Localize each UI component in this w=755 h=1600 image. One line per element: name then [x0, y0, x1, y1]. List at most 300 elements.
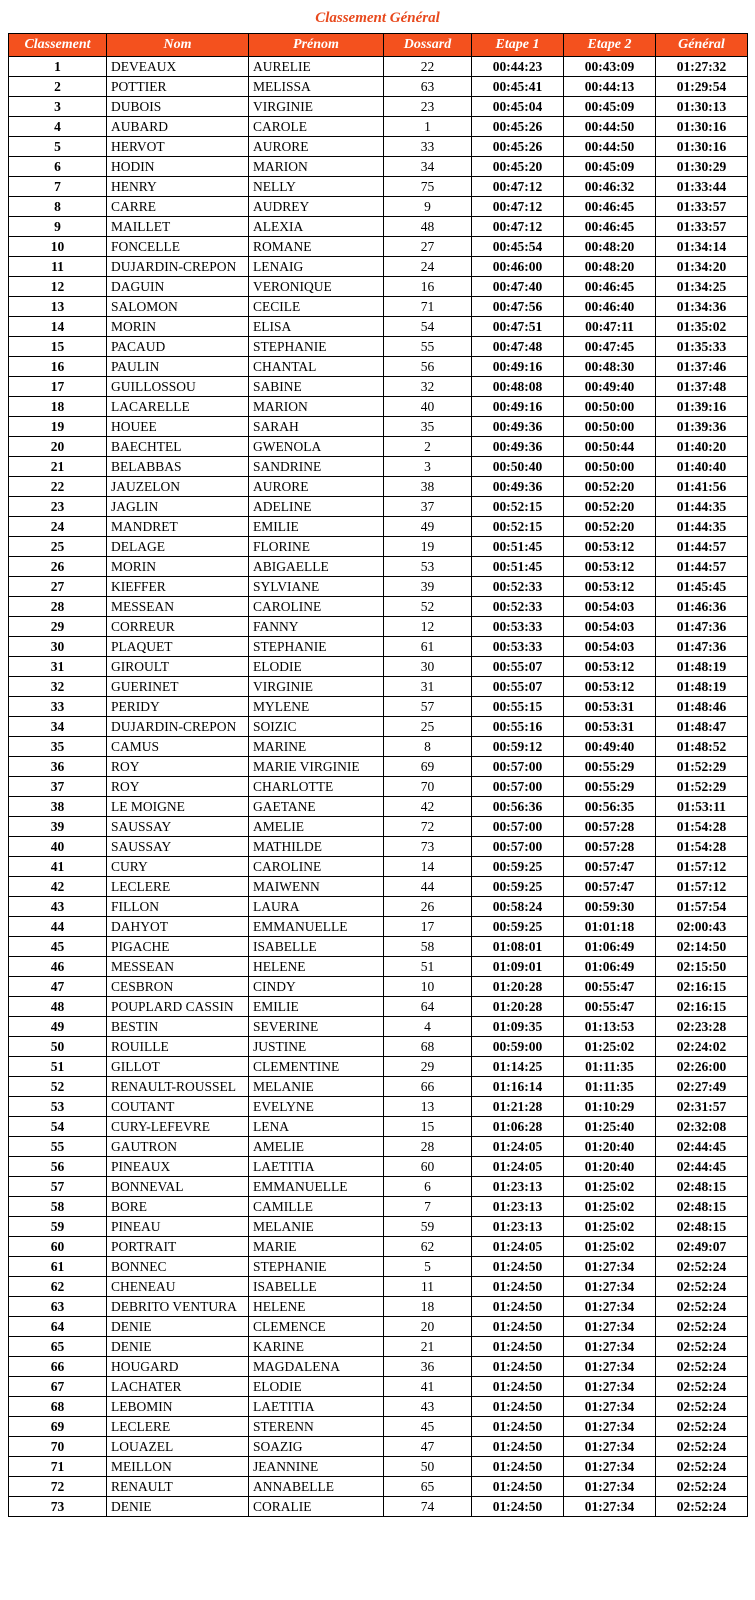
table-row — [9, 897, 748, 917]
table-row — [9, 1077, 748, 1097]
cell-dossard: 21 — [384, 1337, 472, 1357]
cell-nom: GIROULT — [107, 657, 249, 677]
cell-prenom: AUDREY — [249, 197, 384, 217]
cell-prenom: EVELYNE — [249, 1097, 384, 1117]
cell-general: 01:47:36 — [656, 617, 748, 637]
cell-prenom: SARAH — [249, 417, 384, 437]
cell-etape1: 00:47:51 — [472, 317, 564, 337]
cell-etape1: 00:46:00 — [472, 257, 564, 277]
cell-general: 01:34:14 — [656, 237, 748, 257]
cell-dossard: 49 — [384, 517, 472, 537]
cell-dossard: 74 — [384, 1497, 472, 1517]
cell-etape2: 01:25:40 — [564, 1117, 656, 1137]
cell-classement: 61 — [9, 1257, 107, 1277]
cell-classement: 22 — [9, 477, 107, 497]
cell-dossard: 7 — [384, 1197, 472, 1217]
cell-general: 02:14:50 — [656, 937, 748, 957]
cell-etape1: 00:51:45 — [472, 557, 564, 577]
table-row — [9, 257, 748, 277]
page-title: Classement Général — [315, 10, 440, 26]
cell-prenom: CAROLINE — [249, 857, 384, 877]
cell-nom: GUERINET — [107, 677, 249, 697]
cell-etape2: 00:49:40 — [564, 377, 656, 397]
table-row — [9, 377, 748, 397]
cell-etape1: 00:52:33 — [472, 577, 564, 597]
cell-etape1: 01:24:50 — [472, 1257, 564, 1277]
cell-prenom: AURORE — [249, 137, 384, 157]
cell-prenom: MARION — [249, 157, 384, 177]
cell-nom: LEBOMIN — [107, 1397, 249, 1417]
cell-prenom: MARIE VIRGINIE — [249, 757, 384, 777]
cell-general: 01:40:40 — [656, 457, 748, 477]
cell-dossard: 41 — [384, 1377, 472, 1397]
cell-nom: ROY — [107, 757, 249, 777]
cell-classement: 10 — [9, 237, 107, 257]
cell-prenom: SABINE — [249, 377, 384, 397]
cell-etape1: 01:24:50 — [472, 1297, 564, 1317]
cell-dossard: 8 — [384, 737, 472, 757]
cell-prenom: LAURA — [249, 897, 384, 917]
cell-dossard: 63 — [384, 77, 472, 97]
cell-dossard: 30 — [384, 657, 472, 677]
cell-prenom: ABIGAELLE — [249, 557, 384, 577]
cell-etape2: 00:53:12 — [564, 657, 656, 677]
cell-nom: PAULIN — [107, 357, 249, 377]
cell-etape2: 00:57:47 — [564, 877, 656, 897]
cell-etape2: 01:13:53 — [564, 1017, 656, 1037]
cell-general: 01:48:19 — [656, 677, 748, 697]
cell-general: 01:57:12 — [656, 857, 748, 877]
cell-general: 02:52:24 — [656, 1477, 748, 1497]
cell-classement: 69 — [9, 1417, 107, 1437]
cell-prenom: CINDY — [249, 977, 384, 997]
cell-classement: 1 — [9, 57, 107, 77]
cell-nom: CURY-LEFEVRE — [107, 1117, 249, 1137]
cell-prenom: FLORINE — [249, 537, 384, 557]
cell-general: 02:52:24 — [656, 1377, 748, 1397]
cell-dossard: 16 — [384, 277, 472, 297]
cell-classement: 21 — [9, 457, 107, 477]
cell-classement: 13 — [9, 297, 107, 317]
cell-classement: 5 — [9, 137, 107, 157]
cell-general: 02:26:00 — [656, 1057, 748, 1077]
cell-nom: DAGUIN — [107, 277, 249, 297]
cell-dossard: 60 — [384, 1157, 472, 1177]
cell-dossard: 72 — [384, 817, 472, 837]
cell-etape1: 00:59:25 — [472, 857, 564, 877]
cell-prenom: EMILIE — [249, 997, 384, 1017]
cell-classement: 30 — [9, 637, 107, 657]
table-row — [9, 1297, 748, 1317]
cell-etape2: 01:11:35 — [564, 1057, 656, 1077]
table-row — [9, 877, 748, 897]
cell-prenom: ADELINE — [249, 497, 384, 517]
cell-etape1: 01:24:50 — [472, 1457, 564, 1477]
cell-classement: 19 — [9, 417, 107, 437]
cell-nom: RENAULT-ROUSSEL — [107, 1077, 249, 1097]
cell-general: 01:44:57 — [656, 557, 748, 577]
table-row — [9, 57, 748, 77]
cell-etape1: 00:52:15 — [472, 497, 564, 517]
cell-nom: BORE — [107, 1197, 249, 1217]
cell-nom: DENIE — [107, 1337, 249, 1357]
cell-etape2: 00:45:09 — [564, 157, 656, 177]
cell-etape1: 01:09:01 — [472, 957, 564, 977]
table-row — [9, 317, 748, 337]
cell-etape1: 01:24:50 — [472, 1417, 564, 1437]
cell-etape1: 00:47:56 — [472, 297, 564, 317]
cell-classement: 28 — [9, 597, 107, 617]
cell-nom: DEBRITO VENTURA — [107, 1297, 249, 1317]
cell-nom: MEILLON — [107, 1457, 249, 1477]
cell-etape1: 00:56:36 — [472, 797, 564, 817]
cell-classement: 63 — [9, 1297, 107, 1317]
cell-dossard: 29 — [384, 1057, 472, 1077]
cell-dossard: 1 — [384, 117, 472, 137]
cell-prenom: NELLY — [249, 177, 384, 197]
cell-classement: 68 — [9, 1397, 107, 1417]
cell-prenom: ISABELLE — [249, 1277, 384, 1297]
column-header-dossard: Dossard — [384, 34, 472, 57]
table-row — [9, 637, 748, 657]
cell-general: 01:39:16 — [656, 397, 748, 417]
cell-etape2: 00:44:50 — [564, 137, 656, 157]
table-row — [9, 177, 748, 197]
cell-dossard: 42 — [384, 797, 472, 817]
cell-classement: 53 — [9, 1097, 107, 1117]
table-row — [9, 537, 748, 557]
cell-classement: 12 — [9, 277, 107, 297]
cell-classement: 73 — [9, 1497, 107, 1517]
cell-nom: GAUTRON — [107, 1137, 249, 1157]
cell-general: 02:52:24 — [656, 1437, 748, 1457]
cell-dossard: 39 — [384, 577, 472, 597]
cell-dossard: 70 — [384, 777, 472, 797]
cell-etape2: 01:27:34 — [564, 1297, 656, 1317]
cell-classement: 39 — [9, 817, 107, 837]
cell-etape1: 01:24:05 — [472, 1157, 564, 1177]
cell-general: 02:52:24 — [656, 1277, 748, 1297]
cell-nom: GUILLOSSOU — [107, 377, 249, 397]
cell-nom: RENAULT — [107, 1477, 249, 1497]
cell-dossard: 13 — [384, 1097, 472, 1117]
cell-prenom: CECILE — [249, 297, 384, 317]
table-row — [9, 557, 748, 577]
cell-prenom: CLEMENTINE — [249, 1057, 384, 1077]
table-row — [9, 1257, 748, 1277]
cell-dossard: 18 — [384, 1297, 472, 1317]
table-row — [9, 477, 748, 497]
cell-general: 01:48:52 — [656, 737, 748, 757]
cell-classement: 64 — [9, 1317, 107, 1337]
column-header-general: Général — [656, 34, 748, 57]
cell-classement: 6 — [9, 157, 107, 177]
cell-dossard: 15 — [384, 1117, 472, 1137]
cell-general: 01:27:32 — [656, 57, 748, 77]
cell-etape2: 00:59:30 — [564, 897, 656, 917]
table-row — [9, 117, 748, 137]
cell-general: 02:44:45 — [656, 1157, 748, 1177]
cell-general: 01:46:36 — [656, 597, 748, 617]
cell-prenom: MAIWENN — [249, 877, 384, 897]
cell-nom: LE MOIGNE — [107, 797, 249, 817]
results-table — [8, 33, 748, 1517]
table-row — [9, 1317, 748, 1337]
cell-classement: 3 — [9, 97, 107, 117]
cell-etape1: 00:49:16 — [472, 357, 564, 377]
cell-etape1: 00:57:00 — [472, 777, 564, 797]
cell-etape1: 00:47:40 — [472, 277, 564, 297]
cell-etape2: 00:56:35 — [564, 797, 656, 817]
cell-classement: 38 — [9, 797, 107, 817]
cell-etape2: 01:27:34 — [564, 1257, 656, 1277]
cell-nom: HOUEE — [107, 417, 249, 437]
cell-prenom: SYLVIANE — [249, 577, 384, 597]
cell-etape1: 01:23:13 — [472, 1217, 564, 1237]
cell-general: 01:33:57 — [656, 217, 748, 237]
cell-nom: BELABBAS — [107, 457, 249, 477]
cell-general: 01:35:33 — [656, 337, 748, 357]
table-row — [9, 1337, 748, 1357]
cell-prenom: MARION — [249, 397, 384, 417]
cell-nom: LACARELLE — [107, 397, 249, 417]
cell-general: 02:16:15 — [656, 977, 748, 997]
cell-etape1: 01:24:50 — [472, 1317, 564, 1337]
cell-general: 02:27:49 — [656, 1077, 748, 1097]
cell-general: 01:34:20 — [656, 257, 748, 277]
cell-classement: 41 — [9, 857, 107, 877]
cell-classement: 18 — [9, 397, 107, 417]
cell-classement: 45 — [9, 937, 107, 957]
table-row — [9, 737, 748, 757]
cell-general: 02:52:24 — [656, 1357, 748, 1377]
cell-etape2: 00:50:00 — [564, 397, 656, 417]
cell-classement: 36 — [9, 757, 107, 777]
table-row — [9, 1117, 748, 1137]
cell-nom: ROY — [107, 777, 249, 797]
cell-general: 02:48:15 — [656, 1217, 748, 1237]
cell-general: 01:41:56 — [656, 477, 748, 497]
cell-etape2: 01:10:29 — [564, 1097, 656, 1117]
cell-general: 01:33:44 — [656, 177, 748, 197]
table-row — [9, 497, 748, 517]
cell-etape2: 00:43:09 — [564, 57, 656, 77]
cell-etape2: 00:46:32 — [564, 177, 656, 197]
cell-classement: 2 — [9, 77, 107, 97]
cell-dossard: 25 — [384, 717, 472, 737]
cell-dossard: 40 — [384, 397, 472, 417]
table-row — [9, 797, 748, 817]
cell-general: 01:48:19 — [656, 657, 748, 677]
cell-nom: LECLERE — [107, 1417, 249, 1437]
cell-etape2: 00:54:03 — [564, 617, 656, 637]
cell-nom: PERIDY — [107, 697, 249, 717]
cell-dossard: 61 — [384, 637, 472, 657]
cell-dossard: 66 — [384, 1077, 472, 1097]
cell-classement: 16 — [9, 357, 107, 377]
cell-classement: 70 — [9, 1437, 107, 1457]
cell-prenom: MARINE — [249, 737, 384, 757]
cell-etape2: 01:27:34 — [564, 1317, 656, 1337]
cell-etape2: 00:50:44 — [564, 437, 656, 457]
cell-prenom: JUSTINE — [249, 1037, 384, 1057]
cell-etape1: 01:24:50 — [472, 1277, 564, 1297]
table-row — [9, 1377, 748, 1397]
cell-prenom: AURORE — [249, 477, 384, 497]
cell-etape2: 00:48:20 — [564, 237, 656, 257]
cell-dossard: 37 — [384, 497, 472, 517]
cell-prenom: ELODIE — [249, 1377, 384, 1397]
cell-general: 01:48:47 — [656, 717, 748, 737]
cell-dossard: 5 — [384, 1257, 472, 1277]
cell-nom: BONNEC — [107, 1257, 249, 1277]
cell-prenom: CLEMENCE — [249, 1317, 384, 1337]
table-row — [9, 157, 748, 177]
cell-general: 02:52:24 — [656, 1297, 748, 1317]
cell-nom: DUBOIS — [107, 97, 249, 117]
cell-nom: PORTRAIT — [107, 1237, 249, 1257]
cell-dossard: 44 — [384, 877, 472, 897]
cell-etape1: 00:59:25 — [472, 917, 564, 937]
cell-general: 01:54:28 — [656, 837, 748, 857]
cell-classement: 33 — [9, 697, 107, 717]
cell-general: 01:35:02 — [656, 317, 748, 337]
cell-prenom: HELENE — [249, 1297, 384, 1317]
cell-dossard: 2 — [384, 437, 472, 457]
cell-nom: DELAGE — [107, 537, 249, 557]
table-row — [9, 517, 748, 537]
cell-etape1: 00:45:04 — [472, 97, 564, 117]
cell-dossard: 11 — [384, 1277, 472, 1297]
cell-dossard: 6 — [384, 1177, 472, 1197]
cell-etape1: 00:45:54 — [472, 237, 564, 257]
cell-classement: 7 — [9, 177, 107, 197]
table-row — [9, 337, 748, 357]
cell-nom: GILLOT — [107, 1057, 249, 1077]
cell-general: 01:37:48 — [656, 377, 748, 397]
cell-general: 01:53:11 — [656, 797, 748, 817]
cell-etape1: 00:55:07 — [472, 657, 564, 677]
table-row — [9, 1097, 748, 1117]
cell-dossard: 9 — [384, 197, 472, 217]
cell-prenom: MATHILDE — [249, 837, 384, 857]
cell-etape1: 00:55:16 — [472, 717, 564, 737]
table-row — [9, 357, 748, 377]
cell-classement: 17 — [9, 377, 107, 397]
cell-etape2: 00:50:00 — [564, 417, 656, 437]
table-row — [9, 857, 748, 877]
cell-general: 02:23:28 — [656, 1017, 748, 1037]
cell-prenom: EMILIE — [249, 517, 384, 537]
cell-etape2: 01:27:34 — [564, 1457, 656, 1477]
table-row — [9, 937, 748, 957]
cell-etape2: 00:54:03 — [564, 637, 656, 657]
cell-classement: 35 — [9, 737, 107, 757]
cell-etape1: 00:47:12 — [472, 217, 564, 237]
cell-dossard: 53 — [384, 557, 472, 577]
cell-general: 02:31:57 — [656, 1097, 748, 1117]
cell-nom: FILLON — [107, 897, 249, 917]
cell-general: 01:33:57 — [656, 197, 748, 217]
cell-classement: 72 — [9, 1477, 107, 1497]
table-row — [9, 977, 748, 997]
cell-general: 01:48:46 — [656, 697, 748, 717]
cell-nom: CAMUS — [107, 737, 249, 757]
table-row — [9, 597, 748, 617]
cell-prenom: SANDRINE — [249, 457, 384, 477]
cell-etape1: 01:23:13 — [472, 1197, 564, 1217]
cell-etape1: 01:16:14 — [472, 1077, 564, 1097]
cell-etape2: 00:44:50 — [564, 117, 656, 137]
table-row — [9, 397, 748, 417]
cell-nom: MANDRET — [107, 517, 249, 537]
header-row — [9, 34, 748, 57]
cell-classement: 58 — [9, 1197, 107, 1217]
cell-prenom: LAETITIA — [249, 1157, 384, 1177]
cell-classement: 71 — [9, 1457, 107, 1477]
cell-nom: PLAQUET — [107, 637, 249, 657]
cell-dossard: 3 — [384, 457, 472, 477]
cell-general: 01:30:16 — [656, 117, 748, 137]
cell-etape2: 00:57:28 — [564, 837, 656, 857]
table-row — [9, 697, 748, 717]
cell-classement: 9 — [9, 217, 107, 237]
cell-etape2: 01:27:34 — [564, 1277, 656, 1297]
table-row — [9, 217, 748, 237]
cell-nom: HENRY — [107, 177, 249, 197]
cell-prenom: MARIE — [249, 1237, 384, 1257]
cell-etape2: 01:27:34 — [564, 1497, 656, 1517]
cell-prenom: ANNABELLE — [249, 1477, 384, 1497]
cell-general: 02:00:43 — [656, 917, 748, 937]
cell-etape1: 00:45:20 — [472, 157, 564, 177]
column-header-etape1: Etape 1 — [472, 34, 564, 57]
table-row — [9, 1017, 748, 1037]
cell-prenom: CHARLOTTE — [249, 777, 384, 797]
cell-classement: 42 — [9, 877, 107, 897]
cell-classement: 66 — [9, 1357, 107, 1377]
cell-etape1: 01:24:50 — [472, 1477, 564, 1497]
cell-classement: 51 — [9, 1057, 107, 1077]
cell-prenom: ROMANE — [249, 237, 384, 257]
cell-general: 01:52:29 — [656, 757, 748, 777]
table-row — [9, 1037, 748, 1057]
cell-nom: CURY — [107, 857, 249, 877]
cell-etape2: 01:25:02 — [564, 1237, 656, 1257]
cell-classement: 25 — [9, 537, 107, 557]
cell-prenom: LAETITIA — [249, 1397, 384, 1417]
cell-etape1: 00:47:12 — [472, 177, 564, 197]
cell-etape2: 00:54:03 — [564, 597, 656, 617]
cell-etape2: 00:53:12 — [564, 577, 656, 597]
cell-dossard: 56 — [384, 357, 472, 377]
cell-classement: 15 — [9, 337, 107, 357]
cell-etape2: 00:46:45 — [564, 277, 656, 297]
cell-nom: JAGLIN — [107, 497, 249, 517]
cell-classement: 26 — [9, 557, 107, 577]
cell-etape2: 01:27:34 — [564, 1417, 656, 1437]
cell-dossard: 23 — [384, 97, 472, 117]
table-row — [9, 837, 748, 857]
cell-etape2: 01:06:49 — [564, 937, 656, 957]
cell-etape1: 00:45:26 — [472, 117, 564, 137]
cell-dossard: 75 — [384, 177, 472, 197]
cell-etape1: 00:55:07 — [472, 677, 564, 697]
cell-etape2: 00:53:31 — [564, 697, 656, 717]
cell-prenom: AMELIE — [249, 817, 384, 837]
cell-etape1: 00:50:40 — [472, 457, 564, 477]
cell-general: 02:44:45 — [656, 1137, 748, 1157]
